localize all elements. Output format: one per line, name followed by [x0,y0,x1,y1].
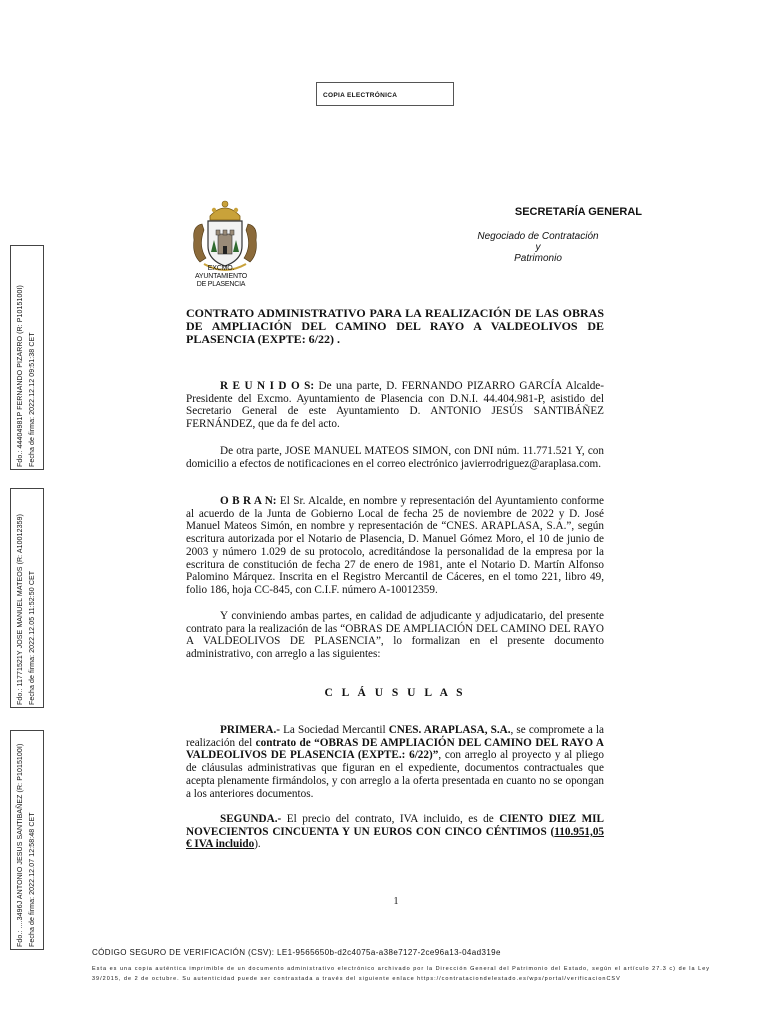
signature-2-line-1: Fdo.: 11771521Y JOSE MANUEL MATEOS (R: A10012359) [17,513,24,705]
segunda-amount-figure: 110.951,05 € IVA incluido [186,825,605,851]
crest-caption-line-2: DE PLASENCIA [196,281,246,288]
signature-3-line-1: Fdo.: ....3496J ANTONIO JESUS SANTIBAÑEZ (R: P1015100I) [17,743,24,947]
reunidos-paragraph [186,380,604,431]
primera-company: CNES. ARAPLASA, S.A. [388,724,511,736]
csv-code: CÓDIGO SEGURO DE VERIFICACIÓN (CSV): LE1-9565650b-d2c4075a-a38e7127-2ce96a13-04ad319e [92,948,501,957]
subdepartment [470,231,606,264]
obran-heading: O B R A N: [220,495,277,507]
signature-3-line-2: Fecha de firma: 2022.12.07 12:58:48 CET [29,812,36,947]
conviniendo-text: Y conviniendo ambas partes, en calidad de adjudicante y adjudicatario, del presente contrato para la realización de las “OBRAS DE AMPLIACIÓN DEL CAMINO DEL RAYO A VALDEOLIVOS DE PLASENCIA”, lo formalizan en el presente documento administrativo, con arreglo a las siguientes: [186,610,604,661]
primera-heading: PRIMERA.- [220,724,280,736]
segunda-close: ). [254,838,261,851]
subdepartment-line-2: y [535,242,541,253]
obran-paragraph [186,495,604,597]
clausulas-heading: C L Á U S U L A S [324,687,466,699]
segunda-amount-words: CIENTO DIEZ MIL NOVECIENTOS CINCUENTA Y UN EUROS CON CINCO CÉNTIMOS [186,813,604,838]
copia-electronica-box [316,82,454,106]
legal-notice: Esta es una copia auténtica imprimible de un documento administrativo electrónico archivado por la Dirección General del Patrimonio del Estado, según el artículo 27.3 c) de la Ley 39/2015, de 2 de octubre. Su autenticidad puede ser contrastada a través del siguiente enlace https://contrataciondelestado.es/wps/portal/verificacionCSV [92,966,710,982]
segunda-open: ( [546,825,555,838]
segunda-heading: SEGUNDA.- [220,813,282,825]
clause-primera [186,724,604,800]
copia-electronica-label: COPIA ELECTRÓNICA [323,92,398,99]
document-title: CONTRATO ADMINISTRATIVO PARA LA REALIZACIÓN DE LAS OBRAS DE AMPLIACIÓN DEL CAMINO DEL RAYO A VALDEOLIVOS DE PLASENCIA (EXPTE: 6/22) . [186,306,604,346]
signature-box-3 [10,730,44,950]
reunidos-heading: R E U N I D O S: [220,380,315,392]
department-heading: SECRETARÍA GENERAL [514,206,642,218]
reunidos-text: De una parte, D. FERNANDO PIZARRO GARCÍA Alcalde-Presidente del Excmo. Ayuntamiento de Plasencia con D.N.I. 44.404.981-P, asistido del Secretario General de este Ayuntamiento D. ANTONIO JESÚS SANTIBÁÑEZ FERNÁNDEZ, que da fe del acto. [186,380,604,431]
signature-box-2 [10,488,44,708]
signature-1-line-1: Fdo.: 44404981P FERNANDO PIZARRO (R: P1015100I) [17,285,24,467]
page-number: 1 [393,896,399,907]
segunda-text-1: El precio del contrato, IVA incluido, es de [281,813,500,825]
primera-text-3: , con arreglo al proyecto y al pliego de cláusulas administrativas que figuran en el expediente, documentos contractuales que acepta plenamente firmándolos, y con arreglo a la oferta presentada en cuanto no se opongan a los anteriores documentos. [186,749,604,800]
primera-text-1: La Sociedad Mercantil [279,724,389,736]
subdepartment-line-3: Patrimonio [514,253,562,264]
crest-caption [182,265,260,289]
conviniendo-paragraph [186,610,604,661]
otra-parte-text: De otra parte, JOSE MANUEL MATEOS SIMON, con DNI núm. 11.771.521 Y, con domicilio a efectos de notificaciones en el correo electrónico javierrodriguez@araplasa.com. [186,445,604,470]
signature-box-1 [10,245,44,470]
crest-caption-line-1: EXCMO. AYUNTAMIENTO [194,265,248,280]
clause-segunda [186,813,604,851]
primera-text-2: , se compromete a la realización del [186,724,604,749]
primera-contract: contrato de “OBRAS DE AMPLIACIÓN DEL CAMINO DEL RAYO A VALDEOLIVOS DE PLASENCIA (EXPTE.: 6/22)” [186,736,604,762]
obran-text: El Sr. Alcalde, en nombre y representación del Ayuntamiento conforme al acuerdo de la Junta de Gobierno Local de fecha 25 de noviembre de 2022 y D. José Manuel Mateos Simón, en nombre y representación de “CNES. ARAPLASA, S.A.”, según escritura autorizada por el Notario de Plasencia, D. Manuel Gómez Moro, el 10 de junio de 2003 y número 1.029 de su protocolo, acreditándose la personalidad de la empresa por la escritura de constitución de fecha 27 de enero de 1981, ante el Notario D. Martín Alfonso Palomino Márquez. Inscrita en el Registro Mercantil de Cáceres, en el tomo 221, libro 49, folio 186, hoja CC-845, con C.I.F. número A-10012359. [186,495,604,596]
otra-parte-paragraph [186,445,604,470]
subdepartment-line-1: Negociado de Contratación [477,231,599,242]
signature-2-line-2: Fecha de firma: 2022.12.05 11:52:50 CET [29,570,36,705]
signature-1-line-2: Fecha de firma: 2022.12.12 09:51:38 CET [29,332,36,467]
